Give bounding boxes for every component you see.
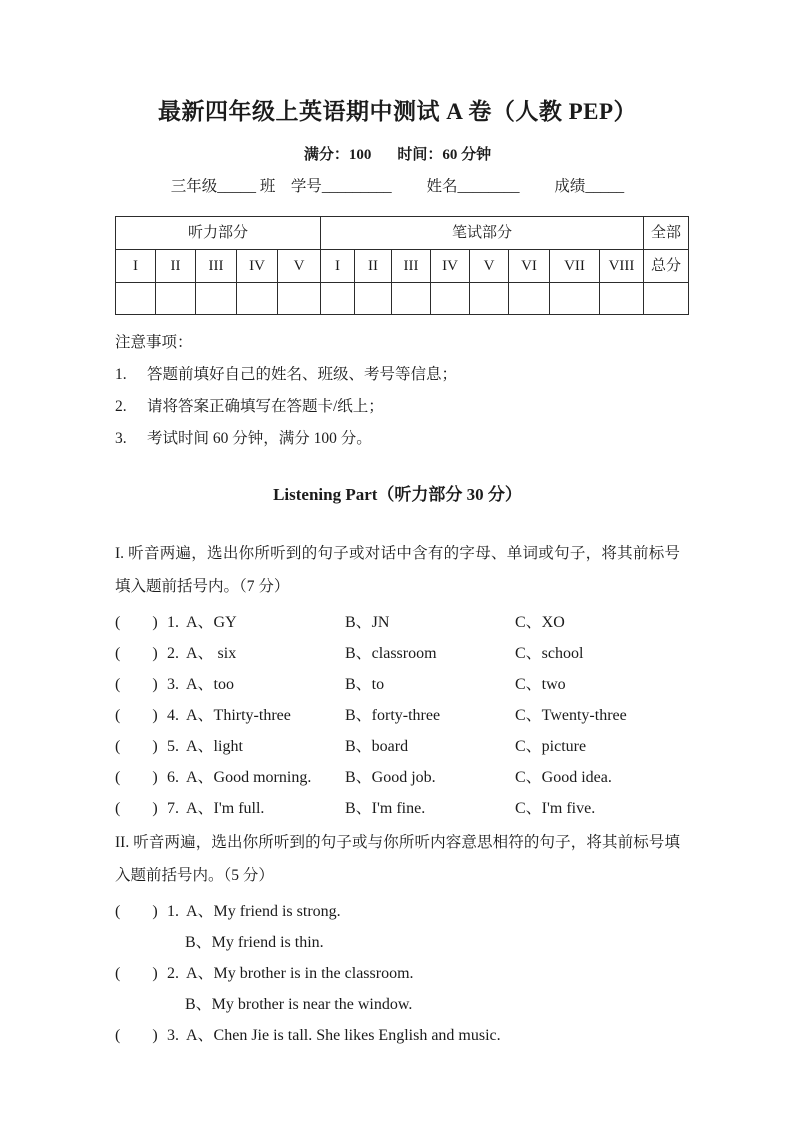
option-a: A、too [186,676,235,693]
question-row [115,669,680,700]
note-number: 3. [115,430,127,447]
question-cell [167,669,345,700]
option-b: B、My brother is near the window. [185,996,413,1013]
score-table-column-header: VI [509,250,550,283]
option-c: C、XO [515,614,565,631]
answer-blank: ( ) [115,1027,158,1044]
question-row [115,896,680,927]
option-b: B、I'm fine. [345,800,426,817]
option-a: A、Chen Jie is tall. She likes English and music. [186,1027,501,1044]
note-item [115,423,680,455]
option-a: A、My friend is strong. [186,903,341,920]
option-a: A、I'm full. [186,800,265,817]
question-row [115,958,680,989]
score-table-column-header: III [392,250,431,283]
score-table-blank-row [116,283,689,315]
score-table-column-header: IV [431,250,470,283]
option-b: B、JN [345,614,390,631]
note-text: 请将答案正确填写在答题卡/纸上； [147,398,384,415]
section2-instruction: II. 听音两遍，选出你所听到的句子或与你所听内容意思相符的句子，将其前标号填入题前括号内。（5 分） [115,834,680,884]
score-table-column-row [116,250,689,283]
score-table-blank-cell [550,283,600,315]
note-item [115,359,680,391]
student-info-line: 三年级_____ 班 学号_________ 姓名________ 成绩_____ [170,178,625,195]
score-table-section-row [116,217,689,250]
question-number: 1. [167,903,179,920]
score-table-column-header: I [116,250,156,283]
score-table-section-total: 全部 [644,217,689,250]
question-cell [167,731,345,762]
option-a: A、Thirty-three [186,707,291,724]
question-number: 1. [167,614,179,631]
question-cell [167,958,680,989]
question-number: 6. [167,769,179,786]
option-c: C、Good idea. [515,769,612,786]
question-number: 2. [167,645,179,662]
score-table-blank-cell [321,283,355,315]
question-row [115,762,680,793]
question-row [115,607,680,638]
question-cell [167,762,345,793]
score-table-column-header: V [278,250,321,283]
exam-title: 最新四年级上英语期中测试 A 卷（人教 PEP） [157,99,638,124]
answer-blank: ( ) [115,800,158,817]
answer-blank: ( ) [115,707,158,724]
answer-blank: ( ) [115,769,158,786]
section1-questions [115,607,680,824]
option-c: C、Twenty-three [515,707,627,724]
score-table-blank-cell [600,283,644,315]
score-table-column-header: II [355,250,392,283]
score-table-blank-cell [509,283,550,315]
option-b: B、classroom [345,645,437,662]
option-c: C、picture [515,738,587,755]
question-number: 5. [167,738,179,755]
question-cell [167,607,345,638]
option-b: B、forty-three [345,707,441,724]
score-table-blank-cell [644,283,689,315]
score-table-blank-cell [470,283,509,315]
question-row [115,700,680,731]
score-table-column-header: VIII [600,250,644,283]
score-table-section-listening: 听力部分 [116,217,321,250]
score-table-blank-cell [196,283,237,315]
notes-section [115,327,680,455]
option-b: B、My friend is thin. [185,934,324,951]
score-table-blank-cell [431,283,470,315]
score-table-column-header: 总分 [644,250,689,283]
question-row [115,731,680,762]
score-table-blank-cell [116,283,156,315]
score-table-column-header: II [156,250,196,283]
full-score-label: 满分：100 [303,147,372,163]
question-number: 2. [167,965,179,982]
option-a: A、GY [186,614,237,631]
option-a: A、 six [186,645,237,662]
question-row [115,638,680,669]
option-c: C、I'm five. [515,800,596,817]
listening-part-heading: Listening Part（听力部分 30 分） [273,485,522,504]
option-a: A、Good morning. [186,769,312,786]
question-cell [167,638,345,669]
option-c: C、school [515,645,584,662]
option-b: B、to [345,676,385,693]
score-table-blank-cell [392,283,431,315]
score-table-column-header: III [196,250,237,283]
answer-blank: ( ) [115,645,158,662]
answer-blank: ( ) [115,614,158,631]
score-table-section-written: 笔试部分 [321,217,644,250]
answer-blank: ( ) [115,738,158,755]
note-text: 答题前填好自己的姓名、班级、考号等信息； [147,366,458,383]
question-cell [167,793,345,824]
answer-blank: ( ) [115,676,158,693]
score-table-blank-cell [237,283,278,315]
question-cell [167,700,345,731]
question-number: 4. [167,707,179,724]
option-c: C、two [515,676,566,693]
score-table-column-header: VII [550,250,600,283]
score-table-column-header: I [321,250,355,283]
score-table-column-header: IV [237,250,278,283]
option-a: A、My brother is in the classroom. [186,965,414,982]
notes-heading: 注意事项： [115,334,193,351]
note-number: 2. [115,398,127,415]
section1-instruction: I. 听音两遍，选出你所听到的句子或对话中含有的字母、单词或句子，将其前标号填入题前括号内。（7 分） [115,545,680,595]
option-b: B、board [345,738,409,755]
answer-blank: ( ) [115,903,158,920]
question-row [115,1020,680,1051]
note-item [115,391,680,423]
answer-blank: ( ) [115,965,158,982]
option-a: A、light [186,738,243,755]
question-cell [167,1020,680,1051]
score-table-blank-cell [278,283,321,315]
question-row [115,793,680,824]
note-text: 考试时间 60 分钟，满分 100 分。 [147,430,372,447]
option-b: B、Good job. [345,769,436,786]
question-cell [167,896,680,927]
score-time-line [115,144,680,166]
section2-questions [115,896,680,1051]
time-label: 时间：60 分钟 [397,147,492,163]
note-number: 1. [115,366,127,383]
question-number: 3. [167,676,179,693]
question-number: 3. [167,1027,179,1044]
score-table [115,216,689,315]
question-number: 7. [167,800,179,817]
score-table-blank-cell [355,283,392,315]
score-table-column-header: V [470,250,509,283]
score-table-blank-cell [156,283,196,315]
